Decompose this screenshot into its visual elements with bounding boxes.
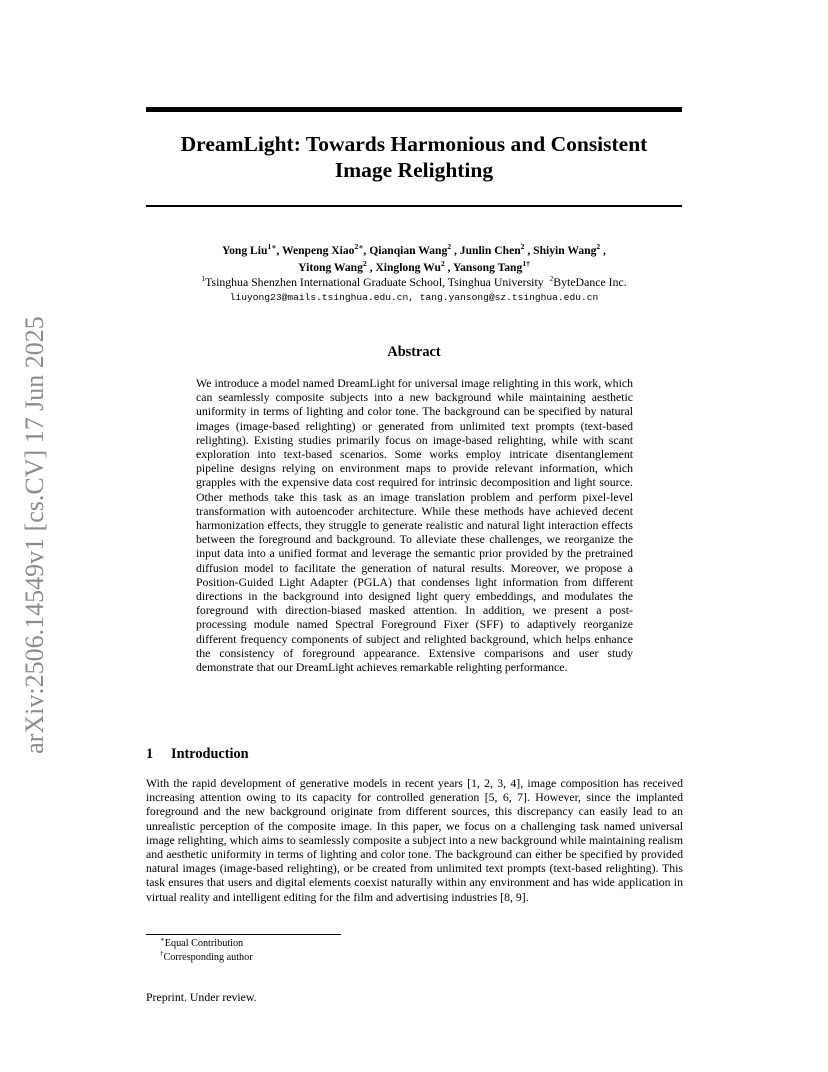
footnote-mark: † (160, 949, 164, 958)
author-mark: 2∗ (354, 242, 364, 252)
paper-title (146, 131, 682, 183)
author-mark: 2 (520, 242, 525, 252)
footnote-text: Corresponding author (163, 952, 253, 963)
author-mark: 2 (596, 242, 601, 252)
section-number: 1 (146, 746, 154, 762)
footnote-1 (160, 937, 253, 951)
title-line-1: DreamLight: Towards Harmonious and Consistent (180, 132, 648, 156)
author: Yong Liu (222, 244, 268, 257)
author: Wenpeng Xiao (282, 244, 355, 257)
footnote-text: Equal Contribution (164, 938, 244, 949)
footnote-mark: ∗ (160, 935, 165, 944)
author: Yansong Tang (453, 261, 523, 274)
author: Qianqian Wang (369, 244, 448, 257)
author: Yitong Wang (298, 261, 363, 274)
title-line-2: Image Relighting (334, 158, 494, 182)
author-emails: liuyong23@mails.tsinghua.edu.cn, tang.yansong@sz.tsinghua.edu.cn (229, 292, 599, 303)
arxiv-stamp-text: arXiv:2506.14549v1 [cs.CV] 17 Jun 2025 (20, 316, 49, 754)
section-title: Introduction (171, 746, 249, 762)
author-mark: 2 (441, 259, 445, 269)
author-mark: 2 (362, 259, 367, 269)
footnotes (160, 937, 253, 965)
section-heading (146, 745, 249, 763)
author: Xinglong Wu (375, 261, 441, 274)
affiliation-mark: 2 (549, 274, 554, 284)
author: Junlin Chen (459, 244, 521, 257)
title-top-rule (146, 107, 682, 112)
title-bottom-rule (146, 205, 682, 207)
affiliation-mark: 1 (201, 274, 206, 284)
introduction-body: With the rapid development of generative models in recent years [1, 2, 3, 4], image composition has received increasing attention owing to its capacity for controlled generation [5, 6, 7]. However, since the implanted foreground and the new background originate from different sources, this discrepancy can easily lead to an unrealistic perception of the composite image. In this paper, we focus on a challenging task named universal image relighting, which aims to seamlessly composite a subject into a new background while maintaining realism and aesthetic uniformity in terms of lighting and color tone. The background can either be specified by provided natural images (image-based relighting), or be created from unlimited text prompts (text-based relighting). This task ensures that users and digital elements coexist naturally within any environment and has wide application in virtual reality and intelligent editing for the film and advertising industries [8, 9]. (146, 776, 683, 904)
author-mark: 1† (522, 259, 530, 269)
author-mark: 1∗ (267, 242, 277, 252)
preprint-note: Preprint. Under review. (146, 990, 257, 1004)
author: Shiyin Wang (533, 244, 597, 257)
footnote-rule (146, 934, 341, 935)
affiliation-2: ByteDance Inc. (553, 275, 627, 289)
author-list: Yong Liu$^{1∗}$, Wenpeng Xiao$^{2∗}$, Qianqian Wang$^2$ , Junlin Chen$^2$ , Shiyin Wang$^2$ , Yitong Wang$^2$ , Xinglong Wu$^2$ , Yansong Tang$^{1\dagger}$ (222, 242, 606, 274)
footnote-2 (160, 951, 253, 965)
abstract-heading: Abstract (387, 344, 441, 360)
affiliation-1: Tsinghua Shenzhen International Graduate School, Tsinghua University (205, 275, 544, 289)
author-mark: 2 (447, 242, 452, 252)
abstract-body: We introduce a model named DreamLight for universal image relighting in this work, which can seamlessly composite subjects into a new background while maintaining aesthetic uniformity in terms of lighting and color tone. The background can be specified by natural images (image-based relighting) or generated from unlimited text prompts (text-based relighting). Existing studies primarily focus on image-based relighting, while with scant exploration into text-based scenarios. Some works employ intricate disentanglement pipeline designs relying on environment maps to provide relevant information, which grapples with the expensive data cost required for intrinsic decomposition and light source. Other methods take this task as an image translation problem and perform pixel-level transformation with autoencoder architecture. While these methods have achieved decent harmonization effects, they struggle to generate realistic and natural light interaction effects between the foreground and background. To alleviate these challenges, we reorganize the input data into a unified format and leverage the semantic prior provided by the pretrained diffusion model to facilitate the generation of natural results. Moreover, we propose a Position-Guided Light Adapter (PGLA) that condenses light information from different directions in the background into designed light query embeddings, and modulates the foreground with direction-biased masked attention. In addition, we present a post-processing module named Spectral Foreground Fixer (SFF) to adaptively reorganize different frequency components of subject and relighted background, which helps enhance the consistency of foreground appearance. Extensive comparisons and user study demonstrate that our DreamLight achieves remarkable relighting performance. (196, 376, 633, 675)
affiliations (146, 275, 682, 290)
